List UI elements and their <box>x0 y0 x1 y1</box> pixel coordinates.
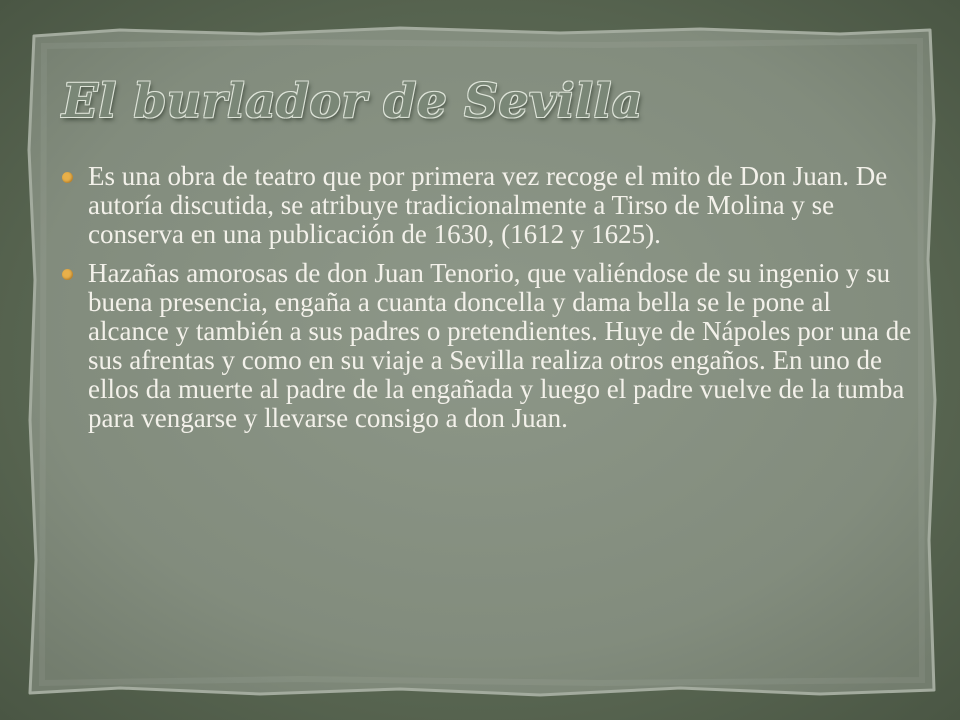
bullet-text: Es una obra de teatro que por primera vez recoge el mito de Don Juan. De autoría discutida, se atribuye tradicionalmente a Tirso de Molina y se conserva en una publicación de 1630, (1612 y 1625). <box>88 161 888 249</box>
slide-title: El burlador de Sevilla <box>62 74 643 129</box>
bullet-icon <box>62 269 73 280</box>
bullet-list <box>62 162 912 437</box>
list-item <box>62 259 912 433</box>
list-item <box>62 162 912 249</box>
bullet-icon <box>62 172 73 183</box>
bullet-text: Hazañas amorosas de don Juan Tenorio, que valiéndose de su ingenio y su buena presencia, engaña a cuanta doncella y dama bella se le pone al alcance y también a sus padres o pretendientes. Huye de Nápoles por una de sus afrentas y como en su viaje a Sevilla realiza otros engaños. En uno de ellos da muerte al padre de la engañada y luego el padre vuelve de la tumba para vengarse y llevarse consigo a don Juan. <box>88 258 912 433</box>
